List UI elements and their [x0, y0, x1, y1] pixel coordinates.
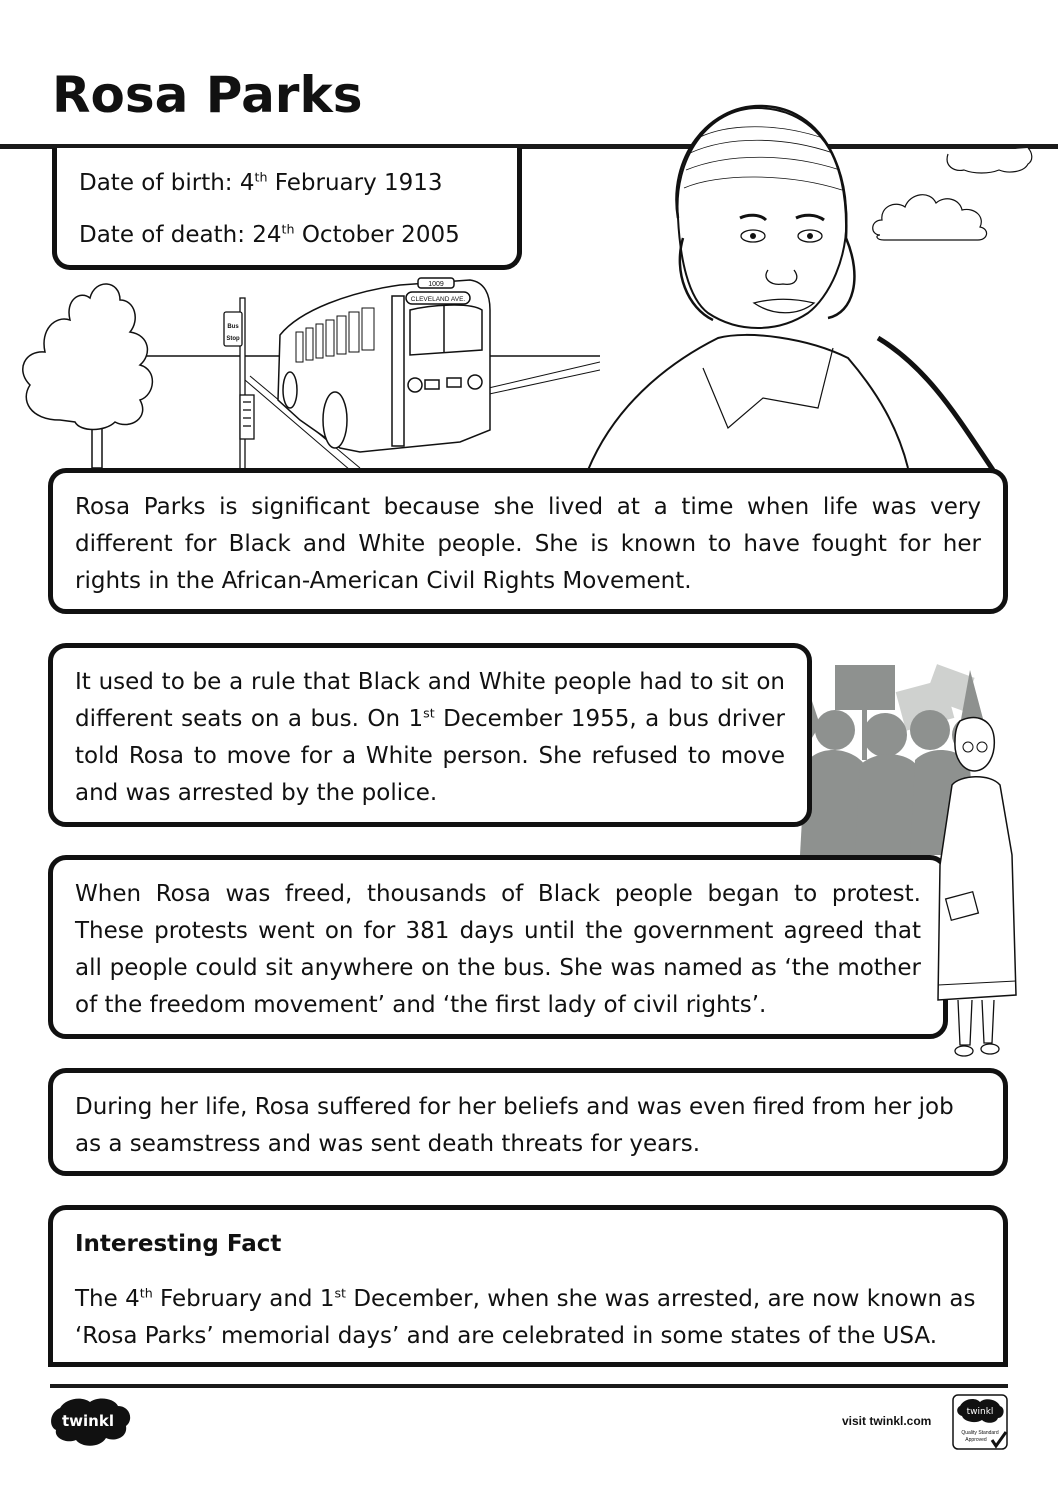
svg-text:Quality Standard: Quality Standard: [961, 1430, 999, 1436]
bus-rule-paragraph: [48, 643, 812, 827]
birth-suffix: th: [254, 169, 268, 185]
cloud-logo-icon: [48, 1394, 134, 1450]
page-title: Rosa Parks: [52, 66, 363, 124]
death-rest: October 2005: [294, 222, 460, 248]
tree-icon: [23, 284, 153, 468]
svg-text:CLEVELAND AVE.: CLEVELAND AVE.: [410, 296, 466, 303]
bus-rule-sup: st: [423, 705, 435, 721]
birth-label: Date of birth:: [79, 170, 240, 196]
twinkl-logo[interactable]: [48, 1394, 134, 1450]
street-scene-illustration: [0, 270, 600, 470]
death-day: 24: [252, 222, 282, 248]
fact-sup-2: st: [334, 1285, 347, 1301]
fact-sup-1: th: [139, 1285, 153, 1301]
interesting-fact-text: [75, 1281, 981, 1355]
svg-text:twinkl: twinkl: [966, 1407, 994, 1417]
bus-icon: [278, 278, 490, 452]
rosa-parks-portrait: [578, 98, 1008, 473]
significance-paragraph: Rosa Parks is significant because she lived at a time when life was very different for Black and White people. She is known to have fought for her rights in the African-American Civil Rights Movement.: [48, 468, 1008, 614]
rosa-parks-standing-figure: [930, 715, 1020, 1060]
death-suffix: th: [281, 221, 295, 237]
svg-text:Stop: Stop: [226, 336, 240, 342]
footer-rule: [50, 1384, 1008, 1388]
bus-rule-text-b: December 1955, a bus driver told Rosa to move for a White person. She refused to move and was arrested by the police.: [75, 706, 785, 806]
bus-rule-text-a: It used to be a rule that Black and White people had to sit on different seats on a bus. On 1: [75, 669, 785, 732]
fact-text-a: The 4: [75, 1286, 140, 1312]
fact-text-c: December, when she was arrested, are now known as ‘Rosa Parks’ memorial days’ and are celebrated in some states of the USA.: [75, 1286, 976, 1349]
interesting-fact-heading: Interesting Fact: [75, 1231, 282, 1257]
interesting-fact-box: [48, 1205, 1008, 1367]
suffering-paragraph: During her life, Rosa suffered for her beliefs and was even fired from her job as a seamstress and was sent death threats for years.: [48, 1068, 1008, 1176]
svg-text:1009: 1009: [428, 281, 444, 288]
svg-text:Bus: Bus: [227, 324, 239, 330]
birth-rest: February 1913: [267, 170, 443, 196]
quality-standard-badge: [952, 1394, 1008, 1450]
svg-text:Approved: Approved: [965, 1437, 987, 1443]
fact-text-b: February and 1: [152, 1286, 335, 1312]
date-of-birth: [79, 170, 443, 196]
visit-twinkl-link[interactable]: visit twinkl.com: [842, 1414, 932, 1428]
birth-day: 4: [239, 170, 255, 196]
date-of-death: [79, 222, 460, 248]
svg-text:twinkl: twinkl: [62, 1412, 114, 1430]
death-label: Date of death:: [79, 222, 253, 248]
protests-paragraph: When Rosa was freed, thousands of Black people began to protest. These protests went on for 381 days until the government agreed that all people could sit anywhere on the bus. She was named as ‘the mother of the freedom movement’ and ‘the first lady of civil rights’.: [48, 855, 948, 1039]
dates-box: [52, 148, 522, 270]
